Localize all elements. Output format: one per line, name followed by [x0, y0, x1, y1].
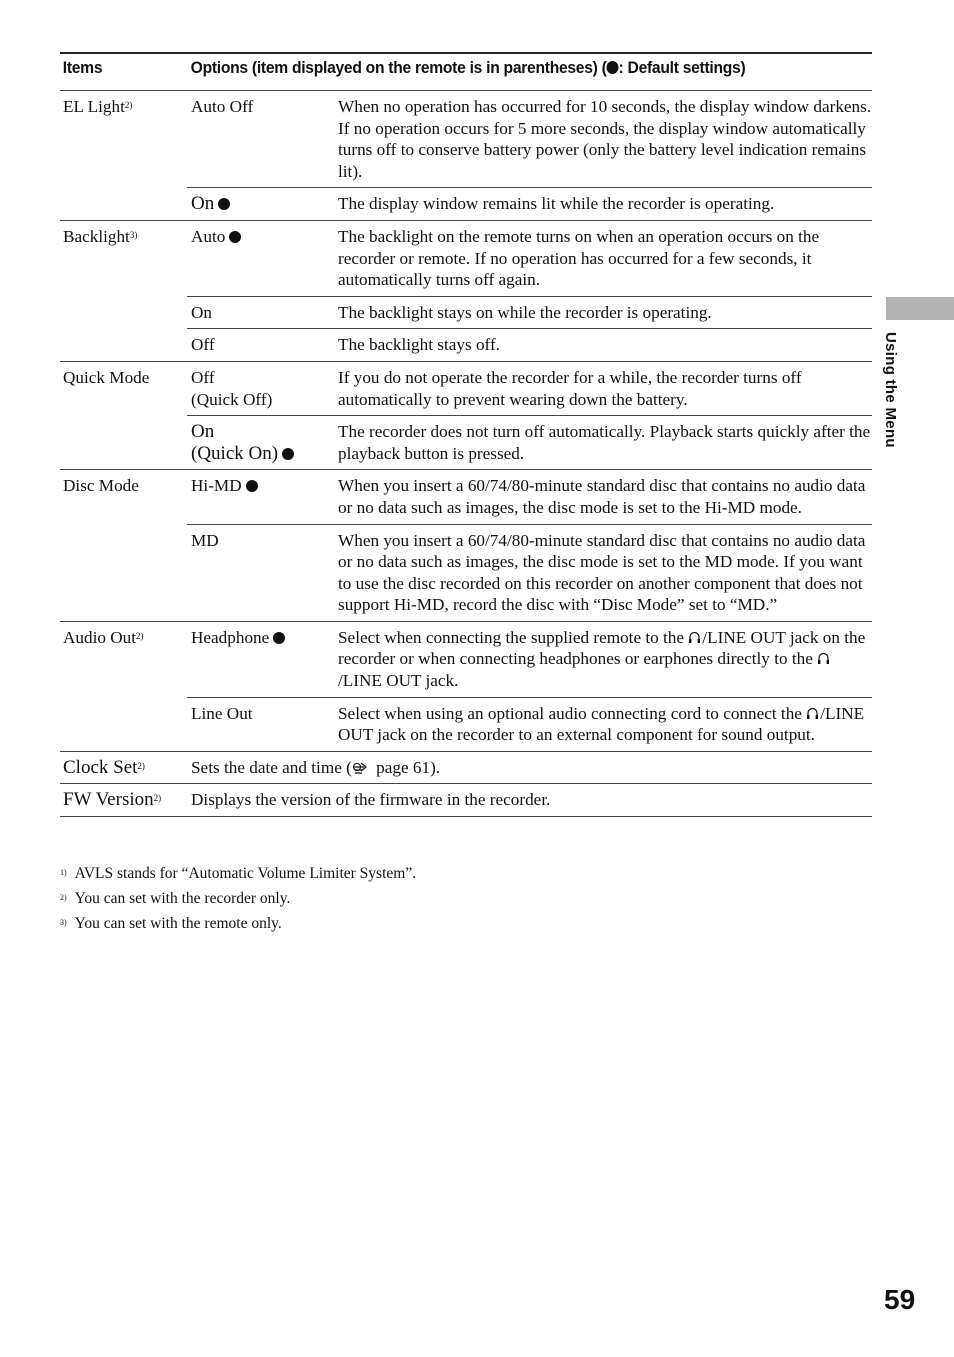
option-label: Hi-MD: [191, 476, 242, 496]
page-number: 59: [884, 1284, 916, 1315]
default-dot-icon: [607, 61, 619, 74]
footnote-ref: 3): [129, 229, 138, 240]
side-tab-label: Using the Menu: [882, 332, 899, 448]
footnote-ref: 2): [124, 100, 133, 110]
option-description: [335, 621, 872, 697]
section-tab-marker: [886, 297, 954, 320]
item-clock-set: [60, 751, 187, 784]
footnote-mark: 1): [60, 868, 67, 877]
description-text: /LINE OUT jack.: [338, 671, 459, 691]
option-md: MD: [187, 524, 335, 621]
table-row: [60, 470, 872, 524]
headphones-icon: [817, 651, 830, 665]
item-disc-mode: Disc Mode: [60, 470, 187, 622]
option-description: The recorder does not turn off automatically. Playback starts quickly after the playback button is pressed.: [335, 416, 872, 470]
table-header-row: [60, 53, 872, 91]
option-description: [335, 697, 872, 751]
default-dot-icon: [246, 480, 258, 492]
description-text: page 61).: [371, 757, 441, 777]
footnote: [60, 864, 416, 884]
item-label: Backlight: [63, 226, 130, 246]
default-dot-icon: [282, 448, 294, 460]
option-description: Displays the version of the firmware in the recorder.: [187, 784, 872, 817]
option-headphone: [187, 621, 335, 697]
option-label: On: [191, 193, 215, 215]
option-label: Headphone: [191, 627, 270, 647]
item-backlight: [60, 220, 187, 361]
option-label: Auto: [191, 226, 226, 246]
table-row: [60, 621, 872, 697]
options-header-text: Options (item displayed on the remote is in parentheses) (: [190, 58, 607, 77]
items-header: Items: [60, 53, 177, 91]
option-description: When you insert a 60/74/80-minute standard disc that contains no audio data or no data such as images, the disc mode is set to the Hi-MD mode.: [335, 470, 872, 524]
default-dot-icon: [273, 632, 285, 644]
option-on: [187, 188, 335, 221]
footnote-ref: 2): [153, 793, 162, 804]
option-label: Off: [191, 367, 215, 387]
option-auto-off: Auto Off: [191, 97, 254, 116]
option-description: If you do not operate the recorder for a while, the recorder turns off automatically to prevent wearing down the battery.: [335, 361, 872, 415]
footnote-ref: 2): [136, 630, 144, 641]
option-description: When no operation has occurred for 10 seconds, the display window darkens. If no operation occurs for 5 more seconds, the display window automatically turns off to conserve battery power (only the battery level indication remains lit).: [338, 97, 872, 181]
description-text: Select when connecting the supplied remote to the: [338, 627, 689, 647]
item-label: Audio Out: [63, 627, 137, 647]
footnote-text: You can set with the remote only.: [74, 915, 282, 932]
option-remote-label: (Quick On): [191, 442, 279, 464]
option-auto: [187, 220, 335, 296]
item-label: Clock Set: [63, 756, 138, 778]
description-text: Select when using an optional audio connecting cord to connect the: [338, 703, 807, 723]
item-quick-mode: Quick Mode: [60, 361, 187, 469]
item-audio-out: [60, 621, 187, 751]
default-dot-icon: [218, 198, 230, 210]
options-header: [187, 53, 817, 91]
item-label: FW Version: [63, 789, 154, 811]
option-on: On: [187, 296, 335, 329]
table-row: [60, 784, 872, 817]
option-description: The display window remains lit while the recorder is operating.: [335, 188, 872, 221]
item-label: EL Light: [63, 97, 125, 116]
headphones-icon: [806, 706, 819, 720]
option-description: The backlight stays off.: [335, 329, 872, 362]
option-off: Off: [187, 329, 335, 362]
side-tab: [882, 332, 912, 462]
footnote-mark: 2): [60, 893, 67, 902]
item-fw-version: [60, 784, 187, 817]
item-el-light: [60, 91, 187, 221]
table-row: [60, 361, 872, 415]
option-description: When you insert a 60/74/80-minute standard disc that contains no audio data or no data such as images, the disc mode is set to the MD mode. If you want to use the disc recorded on this recorder on another component that does not support Hi-MD, record the disc with “Disc Mode” set to “MD.”: [335, 524, 872, 621]
table-row: [60, 220, 872, 296]
option-on: [187, 416, 335, 470]
footnote-ref: 2): [137, 760, 145, 771]
footnote: [60, 914, 282, 934]
table-row: [60, 91, 872, 188]
pointing-hand-icon: [352, 761, 372, 775]
headphones-icon: [688, 630, 701, 644]
description-text: /LINE OUT jack on the recorder to an external component for sound output.: [338, 703, 865, 745]
footnote-mark: 3): [60, 918, 67, 927]
description-text: Sets the date and time (: [191, 757, 352, 777]
option-line-out: Line Out: [187, 697, 335, 751]
option-label: On: [191, 421, 215, 443]
footnote-text: AVLS stands for “Automatic Volume Limiter System”.: [74, 865, 417, 882]
option-off: [187, 361, 335, 415]
default-dot-icon: [229, 231, 241, 243]
settings-table: [60, 52, 872, 817]
option-description: The backlight stays on while the recorder is operating.: [335, 296, 872, 329]
footnote-text: You can set with the recorder only.: [74, 890, 291, 907]
option-hi-md: [187, 470, 335, 524]
footnote: [60, 889, 290, 909]
option-description: [187, 751, 872, 784]
description-text: /LINE OUT jack on the recorder or when connecting headphones or earphones directly to the: [338, 627, 866, 669]
table-row: [60, 751, 872, 784]
option-remote-label: (Quick Off): [191, 389, 273, 409]
options-header-suffix: : Default settings): [618, 58, 746, 77]
option-description: The backlight on the remote turns on when an operation occurs on the recorder or remote. If no operation has occurred for a few seconds, it automatically turns off again.: [335, 220, 872, 296]
